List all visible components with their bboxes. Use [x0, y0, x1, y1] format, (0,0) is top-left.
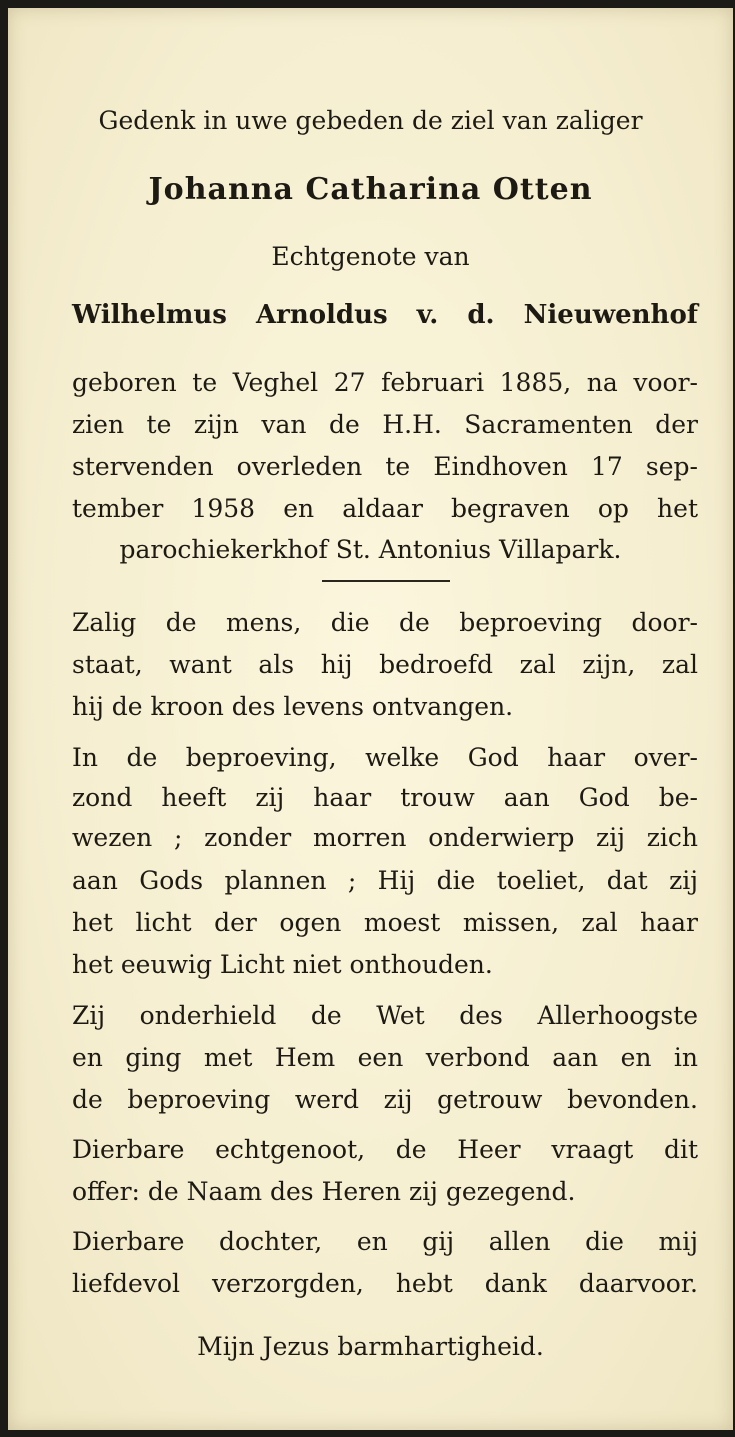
- divider: [322, 580, 450, 582]
- paragraph-line: wezen ; zonder morren onderwierp zij zich: [72, 823, 698, 852]
- paragraph-line: aan Gods plannen ; Hij die toeliet, dat zij: [72, 866, 698, 895]
- bio-line: geboren te Veghel 27 februari 1885, na voor-: [72, 368, 698, 397]
- paragraph-line: In de beproeving, welke God haar over-: [72, 743, 698, 772]
- bio-line: zien te zijn van de H.H. Sacramenten der: [72, 410, 698, 439]
- intro-line: Gedenk in uwe gebeden de ziel van zaliger: [98, 106, 643, 135]
- paragraph-line: zond heeft zij haar trouw aan God be-: [72, 783, 698, 812]
- spouse-name: Wilhelmus Arnoldus v. d. Nieuwenhof: [72, 300, 698, 330]
- memorial-card: [8, 8, 733, 1430]
- paragraph-line: Zij onderhield de Wet des Allerhoogste: [72, 1001, 698, 1030]
- deceased-name: Johanna Catharina Otten: [148, 172, 593, 207]
- paragraph-line: Dierbare dochter, en gij allen die mij: [72, 1227, 698, 1256]
- paragraph-line: en ging met Hem een verbond aan en in: [72, 1043, 698, 1072]
- paragraph-line: het licht der ogen moest missen, zal haar: [72, 908, 698, 937]
- paragraph-line: Dierbare echtgenoot, de Heer vraagt dit: [72, 1135, 698, 1164]
- bio-line: tember 1958 en aldaar begraven op het: [72, 494, 698, 523]
- bio-line: parochiekerkhof St. Antonius Villapark.: [119, 535, 622, 564]
- closing-prayer: Mijn Jezus barmhartigheid.: [197, 1332, 544, 1361]
- paragraph-line: het eeuwig Licht niet onthouden.: [72, 950, 493, 979]
- bio-line: stervenden overleden te Eindhoven 17 sep-: [72, 452, 698, 481]
- paragraph-line: hij de kroon des levens ontvangen.: [72, 692, 514, 721]
- paragraph-line: liefdevol verzorgden, hebt dank daarvoor.: [72, 1269, 698, 1298]
- paragraph-line: staat, want als hij bedroefd zal zijn, zal: [72, 650, 698, 679]
- paragraph-line: Zalig de mens, die de beproeving door-: [72, 608, 698, 637]
- paragraph-line: offer: de Naam des Heren zij gezegend.: [72, 1177, 576, 1206]
- paragraph-line: de beproeving werd zij getrouw bevonden.: [72, 1085, 698, 1114]
- relation-line: Echtgenote van: [271, 242, 470, 271]
